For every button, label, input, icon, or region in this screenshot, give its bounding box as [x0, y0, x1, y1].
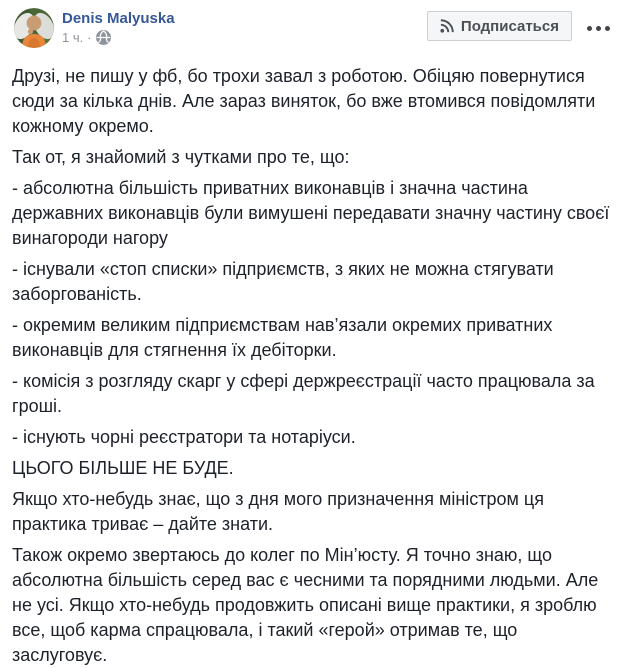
post-content [0, 48, 626, 668]
post-meta [62, 30, 427, 45]
ellipsis-menu-button[interactable] [585, 24, 612, 33]
post-paragraph: Також окремо звертаюсь до колег по Мін’юсту. Я точно знаю, що абсолютна більшість серед вас є чесними та порядними людьми. Але не усі. Якщо хто-небудь продовжить описані вище практики, я зроблю все, щоб карма спрацювала, і такий «герой» отримав те, що заслуговує. [12, 545, 599, 665]
globe-public-icon [96, 30, 111, 45]
timestamp-link[interactable]: 1 ч. [62, 30, 84, 45]
avatar-image [14, 8, 54, 48]
post-paragraph: - існували «стоп списки» підприємств, з яких не можна стягувати заборгованість. [12, 259, 554, 304]
header-text-block [54, 8, 427, 45]
post-paragraph: Якщо хто-небудь знає, що з дня мого призначення міністром ця практика триває – дайте знати. [12, 489, 544, 534]
post-paragraph: - абсолютна більшість приватних виконавців і значна частина державних виконавців були вимушені передавати значну частину своєї винагороди нагору [12, 178, 610, 248]
ellipsis-icon [587, 26, 592, 31]
post-paragraph: - існують чорні реєстратори та нотаріуси. [12, 427, 356, 447]
post-paragraph: Так от, я знайомий з чутками про те, що: [12, 147, 350, 167]
ellipsis-icon [596, 26, 601, 31]
follow-button-label: Подписаться [460, 17, 559, 35]
ellipsis-icon [605, 26, 610, 31]
rss-follow-icon [440, 19, 454, 33]
post-paragraph: - комісія з розгляду скарг у сфері держреєстрації часто працювала за гроші. [12, 371, 595, 416]
post-paragraph: ЦЬОГО БІЛЬШЕ НЕ БУДЕ. [12, 458, 234, 478]
post-paragraph: Друзі, не пишу у фб, бо трохи завал з роботою. Обіцяю повернутися сюди за кілька днів. Але зараз виняток, бо вже втомився повідомляти кожному окремо. [12, 66, 596, 136]
header-actions [427, 8, 618, 41]
avatar[interactable] [14, 8, 54, 48]
post-header [0, 0, 626, 48]
post-paragraph: - окремим великим підприємствам нав’язали окремих приватних виконавців для стягнення їх дебіторки. [12, 315, 553, 360]
meta-separator: · [87, 30, 92, 45]
follow-button[interactable] [427, 11, 572, 41]
author-link[interactable]: Denis Malyuska [62, 10, 175, 27]
